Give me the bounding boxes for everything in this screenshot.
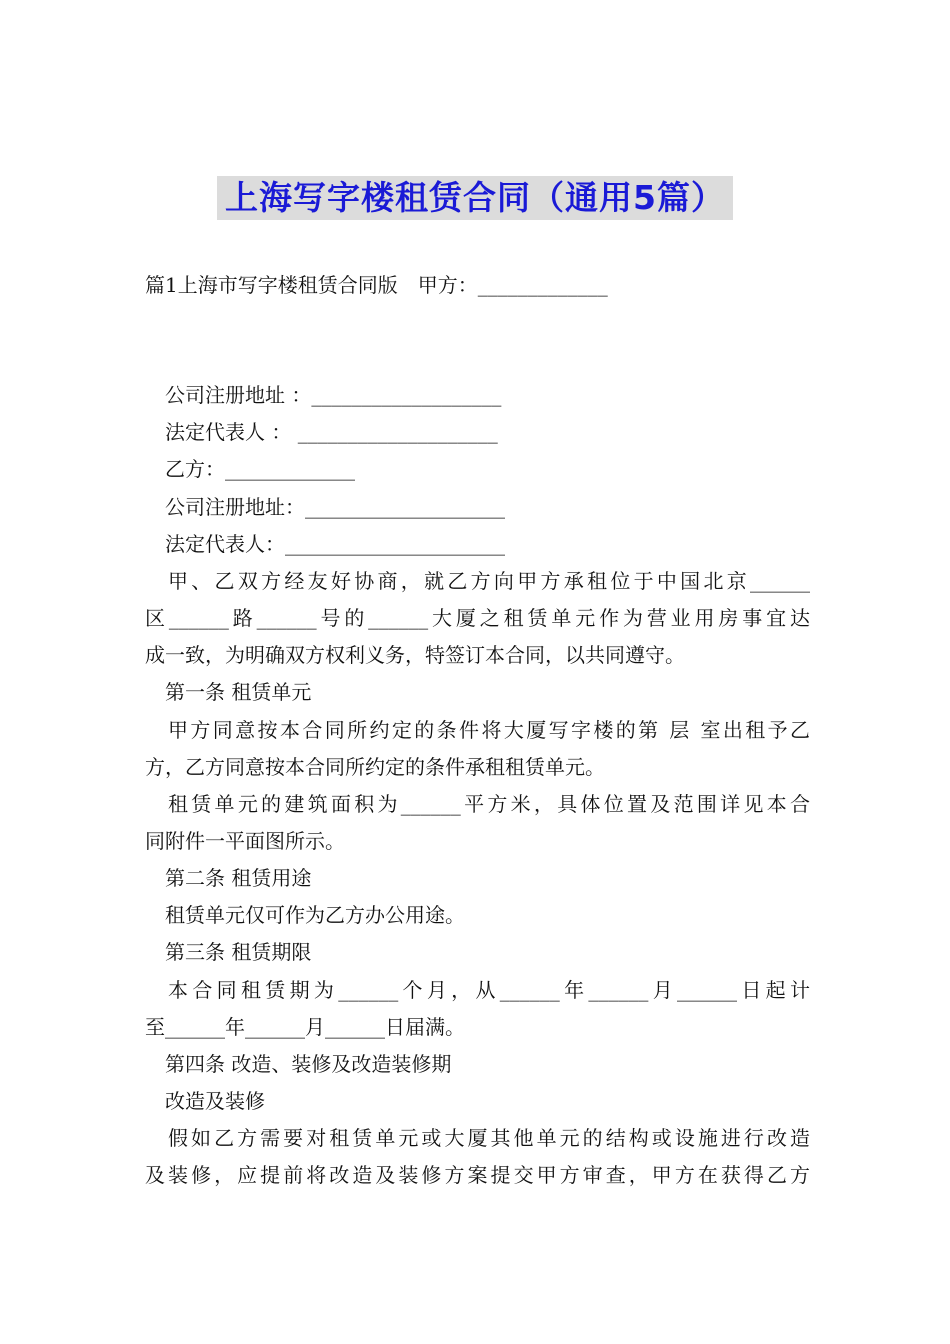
section-heading: 第一条 租赁单元 — [165, 680, 312, 704]
text-line: 法定代表人：______________________ — [165, 532, 505, 556]
text-line: 方，乙方同意按本合同所约定的条件承租租赁单元。 — [145, 755, 605, 779]
title-container — [0, 176, 950, 220]
sub-heading: 改造及装修 — [165, 1089, 265, 1113]
section-heading: 第四条 改造、装修及改造装修期 — [165, 1052, 452, 1076]
text-line: 本合同租赁期为______个月，从______年______月______日起计 — [168, 978, 810, 1002]
text-line: 篇1上海市写字楼租赁合同版 甲方：_____________ — [145, 273, 608, 297]
document-title: 上海写字楼租赁合同（通用5篇） — [217, 176, 733, 220]
text-line: 至______年______月______日届满。 — [145, 1015, 465, 1039]
text-line: 及装修，应提前将改造及装修方案提交甲方审查，甲方在获得乙方 — [145, 1163, 810, 1187]
text-line: 甲、乙双方经友好协商，就乙方向甲方承租位于中国北京______ — [168, 569, 810, 593]
text-line: 甲方同意按本合同所约定的条件将大厦写字楼的第 层 室出租予乙 — [168, 718, 810, 742]
text-line: 乙方：_____________ — [165, 457, 355, 481]
text-line: 公司注册地址 ：___________________ — [165, 383, 502, 407]
text-line: 法定代表人 ： ____________________ — [165, 420, 498, 444]
section-heading: 第二条 租赁用途 — [165, 866, 312, 890]
text-line: 成一致，为明确双方权利义务，特签订本合同，以共同遵守。 — [145, 643, 685, 667]
text-line: 假如乙方需要对租赁单元或大厦其他单元的结构或设施进行改造 — [168, 1126, 810, 1150]
section-heading: 第三条 租赁期限 — [165, 940, 312, 964]
text-line: 同附件一平面图所示。 — [145, 829, 345, 853]
text-line: 租赁单元的建筑面积为______平方米，具体位置及范围详见本合 — [168, 792, 810, 816]
text-line: 租赁单元仅可作为乙方办公用途。 — [165, 903, 465, 927]
text-line: 公司注册地址：____________________ — [165, 495, 505, 519]
text-line: 区______路______号的______大厦之租赁单元作为营业用房事宜达 — [145, 606, 810, 630]
